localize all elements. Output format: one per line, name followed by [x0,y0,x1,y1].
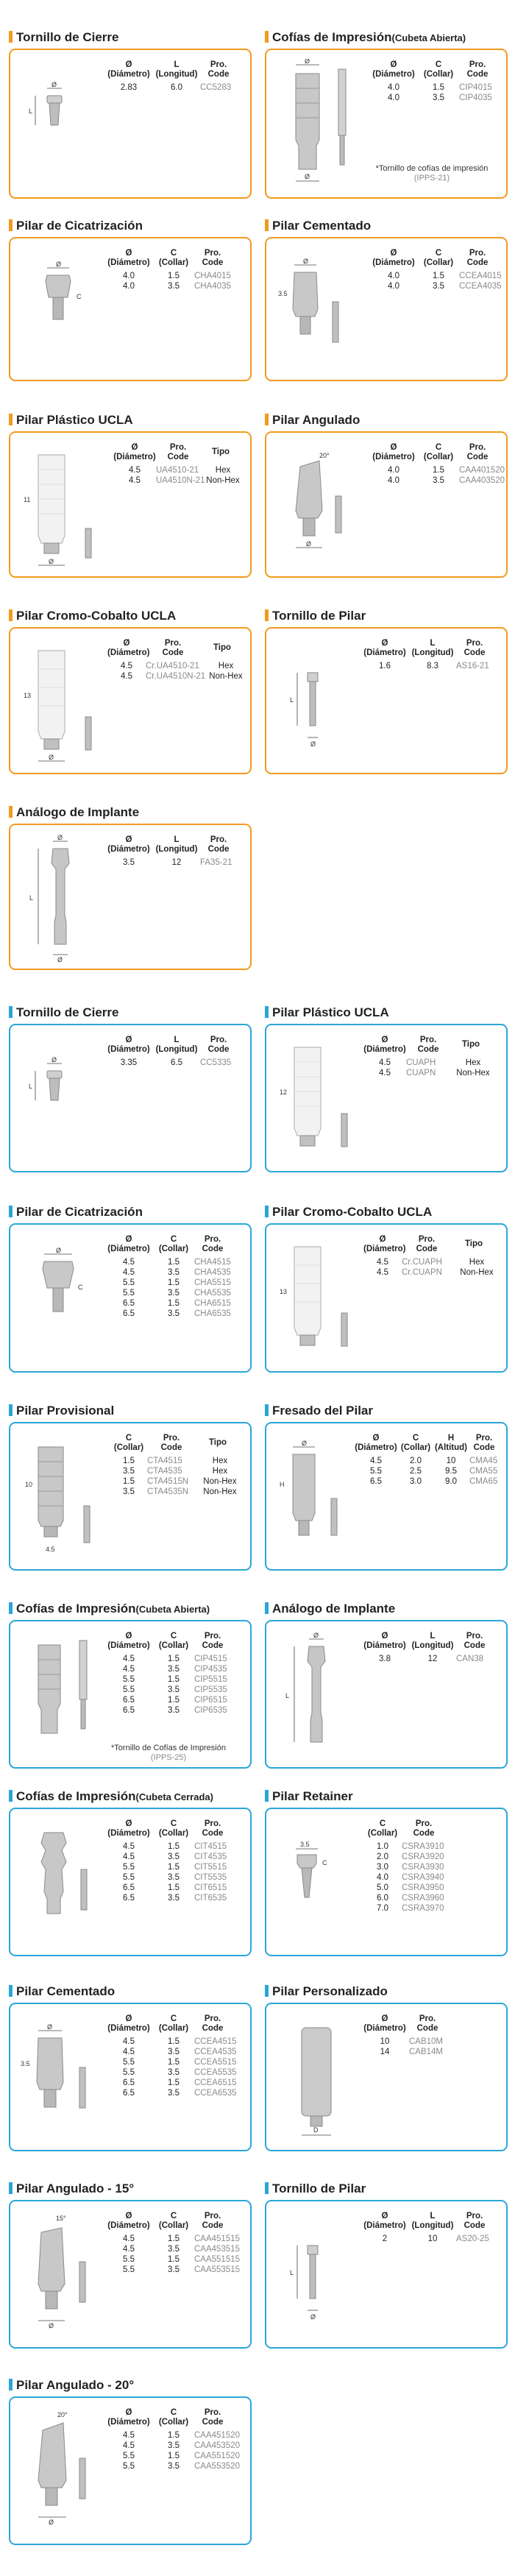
table-row: 4.5 3.5 CCEA4535 [123,2048,237,2056]
table-header: C (Collar) Pro. Code [367,1819,435,1838]
table-row: 4.5 1.5 CIT4515 [123,1842,227,1851]
provisional-abutment-illustration [16,1432,104,1561]
table-header: Ø (Diámetro) L (Longitud) Pro. Code [363,639,486,657]
section-title: Pilar Angulado - 20° [9,2377,134,2393]
section-o-cicatrizacion [9,218,252,381]
section-box [9,2003,252,2151]
table-row: 4.0 3.5 CIP4035 [388,93,492,102]
svg-text:C: C [77,293,82,300]
svg-text:Ø: Ø [49,2322,54,2329]
table-row: 1.5 CTA4515N Non-Hex [123,1477,237,1486]
table-row: 4.0 3.5 CCEA4035 [388,282,502,291]
plastic-ucla-abutment-illustration [16,440,104,573]
table-body [104,2037,249,2098]
table-row: 5.5 2.5 9.5 CMA55 [370,1467,498,1476]
table-row: 4.5 1.5 CCEA4515 [123,2037,237,2046]
table-row: 4.5 3.5 CHA4535 [123,1268,231,1277]
svg-text:L: L [290,696,294,704]
table-row: 4.5 UA4510N-21 Non-Hex [129,476,240,485]
section-title: Pilar de Cicatrización [9,1204,143,1220]
table-row: 1.6 8.3 AS16-21 [379,662,489,670]
abutment-screw-illustration [281,658,340,754]
svg-text:Ø: Ø [303,258,309,265]
table-row: 4.0 1.5 CAA401520 [388,466,505,475]
section-box [9,824,252,970]
table-row: 6.5 3.0 9.0 CMA65 [370,1477,498,1486]
table-row: 1.0 CSRA3910 [377,1842,444,1851]
table-header: Ø (Diámetro) C (Collar) H (Altitud) Pro. Code [355,1434,495,1452]
svg-text:3.5: 3.5 [278,290,288,297]
svg-text:15°: 15° [56,2215,66,2222]
svg-text:20°: 20° [57,2411,68,2418]
table-body [363,1841,461,1914]
retainer-abutment-illustration [277,1839,350,1927]
implant-analog-illustration [21,834,94,963]
section-box [265,1620,508,1769]
svg-text:12: 12 [280,1089,288,1096]
plastic-ucla-abutment-illustration [272,1033,360,1165]
table-header: Ø (Diámetro) L (Longitud) Pro. Code [363,2212,486,2230]
screw-note: *Tornillo de Cofías de Impresión (IPPS-25) [111,1744,226,1762]
table-row: 6.5 1.5 CCEA6515 [123,2078,237,2087]
table-row: 4.5 1.5 CAA451515 [123,2234,241,2243]
svg-text:20°: 20° [319,452,330,459]
section-o-cementado [265,218,508,381]
implant-analog-illustration [277,1632,350,1761]
table-row: 14 CAB14M [380,2048,444,2056]
table-header: Ø (Diámetro) C (Collar) Pro. Code [107,1235,224,1253]
table-row: 5.5 1.5 CIT5515 [123,1863,227,1872]
svg-text:L: L [29,107,33,115]
section-b-personalizado [265,1984,508,2151]
section-title: Fresado del Pilar [265,1403,373,1419]
svg-text:Ø: Ø [49,754,54,761]
table-row: 2 10 AS20-25 [382,2234,489,2243]
section-o-angulado [265,412,508,578]
svg-text:Ø: Ø [305,59,310,65]
table-row: 4.5 1.5 CHA4515 [123,1258,231,1267]
cemented-abutment-illustration [274,250,355,361]
table-header: Ø (Diámetro) C (Collar) Pro. Code [107,2014,224,2033]
table-row: 1.5 CTA4515 Hex [123,1457,228,1465]
svg-text:Ø: Ø [47,2023,53,2031]
section-box [265,627,508,774]
section-title: Pilar Cromo-Cobalto UCLA [265,1204,432,1220]
table-row: 4.5 Cr.CUAPN Non-Hex [377,1268,494,1277]
table-row: 5.5 3.5 CAA553520 [123,2462,241,2471]
svg-text:L: L [290,2269,294,2276]
table-row: 4.5 1.5 CAA451520 [123,2431,241,2440]
svg-text:L: L [285,1692,290,1699]
closed-tray-coping-illustration [21,1818,102,1936]
section-box [265,1808,508,1956]
table-row: 10 CAB10M [380,2037,444,2046]
section-title: Pilar Plástico UCLA [265,1005,389,1021]
section-title: Análogo de Implante [265,1601,395,1617]
svg-text:C: C [322,1859,327,1866]
section-box [9,237,252,381]
svg-text:4.5: 4.5 [46,1546,55,1553]
section-title: Pilar Retainer [265,1788,353,1805]
table-row: 2.0 CSRA3920 [377,1853,444,1861]
svg-text:Ø: Ø [56,1247,62,1254]
section-title: Tornillo de Cierre [9,1005,119,1021]
table-body [369,271,511,291]
table-row: 7.0 CSRA3970 [377,1904,444,1913]
section-box [265,1422,508,1571]
section-title: Cofías de Impresión(Cubeta Abierta) [265,29,466,46]
section-b-analogo [265,1601,508,1769]
table-row: 3.35 6.5 CC5335 [120,1058,232,1067]
table-header: Ø (Diámetro) L (Longitud) Pro. Code [363,1632,486,1650]
section-box [265,2200,508,2349]
section-box [9,627,252,774]
section-o-cofias [265,29,508,199]
table-body [353,1456,505,1487]
table-header: Ø (Diámetro) Pro. Code Tipo [363,1036,480,1054]
table-body [104,2234,250,2275]
table-body [104,2430,250,2471]
table-row: 3.5 12 FA35-21 [123,858,232,867]
table-body [360,1654,500,1664]
table-header: Ø (Diámetro) C (Collar) Pro. Code [107,1819,224,1838]
section-title: Tornillo de Pilar [265,608,366,624]
svg-text:Ø: Ø [49,2519,54,2526]
svg-text:Ø: Ø [302,1440,308,1447]
table-body [113,465,241,486]
table-row: 6.5 3.5 CHA6535 [123,1309,231,1318]
table-body [104,82,244,93]
section-box [9,1024,252,1172]
table-row: 4.5 UA4510-21 Hex [129,466,231,475]
table-body [110,1456,240,1497]
svg-text:Ø: Ø [310,740,316,748]
section-box [265,1223,508,1373]
angled-abutment-illustration [274,445,355,562]
table-row: 3.8 12 CAN38 [379,1655,484,1663]
section-b-fresado [265,1403,508,1571]
section-box [9,2200,252,2349]
table-row: 2.83 6.0 CC5283 [120,83,232,92]
table-body [360,661,500,671]
section-title: Pilar Provisional [9,1403,114,1419]
section-b-cicatrizacion [9,1204,252,1373]
svg-text:Ø: Ø [305,173,310,180]
table-row: 4.0 3.5 CHA4035 [123,282,231,291]
section-box [9,2396,252,2545]
svg-text:Ø: Ø [310,2313,316,2321]
table-row: 4.0 1.5 CHA4015 [123,272,231,280]
section-b-provisional [9,1403,252,1571]
svg-text:C: C [78,1284,83,1291]
table-row: 6.5 3.5 CCEA6535 [123,2089,237,2098]
angled-15-abutment-illustration [18,2210,99,2332]
table-row: 4.5 CUAPH Hex [379,1058,481,1067]
svg-text:L: L [29,894,34,902]
svg-text:Ø: Ø [57,834,63,841]
table-header: Ø (Diámetro) Pro. Code [363,2014,438,2033]
table-header: Ø (Diámetro) Pro. Code Tipo [107,639,232,657]
section-box [9,1620,252,1769]
section-box [265,49,508,199]
section-title: Cofías de Impresión(Cubeta Abierta) [9,1601,210,1617]
closure-screw-illustration [25,79,84,146]
healing-abutment-illustration [25,261,99,334]
table-row: 4.5 Cr.UA4510-21 Hex [121,662,234,670]
section-box [9,49,252,199]
custom-abutment-illustration [281,2013,362,2142]
cemented-abutment-illustration [18,2016,99,2134]
svg-text:13: 13 [280,1288,288,1295]
section-o-tornillo-cierre [9,29,252,199]
section-b-tornillo-cierre [9,1005,252,1172]
section-title: Análogo de Implante [9,804,139,821]
table-header: Ø (Diámetro) L (Longitud) Pro. Code [107,60,230,79]
abutment-screw-illustration [281,2231,340,2326]
section-title: Pilar Angulado [265,412,360,428]
section-title: Pilar Cementado [265,218,371,234]
table-row: 5.5 3.5 CCEA5535 [123,2068,237,2077]
table-row: 6.5 1.5 CIP6515 [123,1696,227,1705]
section-b-tornillo-pilar [265,2181,508,2349]
table-row: 4.5 3.5 CAA453515 [123,2245,241,2254]
svg-text:Ø: Ø [56,261,62,268]
table-row: 4.5 2.0 10 CMA45 [370,1457,498,1465]
section-title: Tornillo de Cierre [9,29,119,46]
table-body [104,857,244,868]
svg-text:Ø: Ø [306,540,312,548]
table-header: Ø (Diámetro) C (Collar) Pro. Code [107,2408,224,2427]
section-title: Pilar Personalizado [265,1984,388,2000]
table-row: 5.5 3.5 CHA5535 [123,1289,231,1298]
table-body [107,661,244,682]
table-row: 4.0 3.5 CAA403520 [388,476,505,485]
table-row: 4.5 3.5 CIT4535 [123,1853,227,1861]
section-title: Tornillo de Pilar [265,2181,366,2197]
svg-text:3.5: 3.5 [21,2060,30,2067]
table-body [104,271,246,291]
impression-coping-illustration [274,59,362,188]
healing-abutment-illustration [25,1247,99,1328]
table-header: Ø (Diámetro) C (Collar) Pro. Code [107,249,224,267]
section-b-cromo [265,1204,508,1373]
section-b-cofias-abierta [9,1601,252,1769]
table-row: 5.5 1.5 CIP5515 [123,1675,227,1684]
table-row: 4.5 CUAPN Non-Hex [379,1069,490,1078]
table-header: Ø (Diámetro) C (Collar) Pro. Code [372,60,489,79]
section-box [9,1223,252,1373]
table-row: 4.0 1.5 CCEA4015 [388,272,502,280]
table-row: 5.5 1.5 CAA551520 [123,2452,241,2460]
table-header: Ø (Diámetro) C (Collar) Pro. Code [107,2212,224,2230]
table-row: 5.5 3.5 CIT5535 [123,1873,227,1882]
section-box [265,1024,508,1172]
section-b-cofias-cerrada [9,1788,252,1956]
table-header: Ø (Diámetro) Pro. Code Tipo [113,443,230,461]
table-row: 3.0 CSRA3930 [377,1863,444,1872]
section-box [265,237,508,381]
svg-text:3.5: 3.5 [300,1841,310,1848]
table-row: 6.5 1.5 CIT6515 [123,1883,227,1892]
section-b-cementado [9,1984,252,2151]
table-header: Ø (Diámetro) C (Collar) Pro. Code [372,443,489,461]
table-header: Ø (Diámetro) L (Longitud) Pro. Code [107,1036,230,1054]
section-box [9,1422,252,1571]
angled-20-abutment-illustration [18,2407,99,2528]
section-b-plastico [265,1005,508,1172]
table-row: 5.5 1.5 CHA5515 [123,1278,231,1287]
svg-text:L: L [29,1083,33,1090]
svg-text:H: H [280,1481,285,1488]
table-row: 4.5 Cr.CUAPH Hex [377,1258,485,1267]
svg-text:Ø: Ø [52,81,57,88]
table-row: 5.5 3.5 CAA553515 [123,2265,241,2274]
section-title: Pilar Cementado [9,1984,115,2000]
cobalt-chrome-ucla-illustration [272,1232,360,1365]
table-row: 5.5 3.5 CIP5535 [123,1685,227,1694]
section-o-cromo [9,608,252,774]
table-row: 6.5 3.5 CIP6535 [123,1706,227,1715]
table-row: 6.5 1.5 CHA6515 [123,1299,231,1308]
table-body [363,1257,496,1278]
table-row: 3.5 CTA4535 Hex [123,1467,228,1476]
screw-note: *Tornillo de cofías de impresión (IPPS-21) [375,164,489,183]
table-header: C (Collar) Pro. Code Tipo [113,1434,227,1452]
section-o-tornillo-pilar [265,608,508,774]
svg-text:11: 11 [24,496,31,503]
section-b-angulado20 [9,2377,252,2545]
svg-text:10: 10 [25,1481,33,1488]
table-row: 6.0 CSRA3960 [377,1894,444,1903]
table-body [104,1841,246,1903]
section-title: Pilar de Cicatrización [9,218,143,234]
section-title: Pilar Plástico UCLA [9,412,133,428]
closure-screw-illustration [25,1055,84,1121]
table-row: 5.5 1.5 CAA551515 [123,2255,241,2264]
section-box [265,431,508,578]
cobalt-chrome-ucla-illustration [16,636,104,768]
section-box [9,431,252,578]
svg-text:D: D [313,2126,319,2134]
table-body [104,1654,246,1716]
svg-text:13: 13 [24,692,32,699]
svg-text:Ø: Ø [49,558,54,565]
table-row: 5.5 1.5 CCEA5515 [123,2058,237,2067]
section-o-analogo [9,804,252,970]
table-header: Ø (Diámetro) Pro. Code Tipo [363,1235,483,1253]
table-body [369,465,511,486]
table-body [104,1257,246,1319]
table-row: 5.0 CSRA3950 [377,1883,444,1892]
table-row: 4.5 Cr.UA4510N-21 Non-Hex [121,672,243,681]
impression-coping-illustration [16,1630,104,1748]
svg-text:Ø: Ø [313,1632,319,1639]
section-box [9,1808,252,1956]
table-header: Ø (Diámetro) C (Collar) Pro. Code [107,1632,224,1650]
milling-abutment-illustration [272,1432,353,1557]
section-title: Pilar Angulado - 15° [9,2181,134,2197]
svg-text:Ø: Ø [52,1056,57,1064]
section-box [265,2003,508,2151]
table-row: 4.5 3.5 CAA453520 [123,2441,241,2450]
table-body [363,1058,491,1078]
table-body [104,1058,244,1068]
table-header: Ø (Diámetro) L (Longitud) Pro. Code [107,835,230,854]
table-row: 4.5 1.5 CIP4515 [123,1655,227,1663]
table-body [360,2037,461,2057]
accent-bar [9,31,13,43]
section-o-plastico [9,412,252,578]
table-row: 4.0 1.5 CIP4015 [388,83,492,92]
section-b-angulado15 [9,2181,252,2349]
section-b-retainer [265,1788,508,1956]
table-row: 4.5 3.5 CIP4535 [123,1665,227,1674]
section-title: Pilar Cromo-Cobalto UCLA [9,608,176,624]
table-body [360,2234,500,2244]
table-row: 6.5 3.5 CIT6535 [123,1894,227,1903]
section-title: Cofías de Impresión(Cubeta Cerrada) [9,1788,213,1805]
table-row: 4.0 CSRA3940 [377,1873,444,1882]
table-body [369,82,511,103]
svg-text:Ø: Ø [57,956,63,963]
table-row: 3.5 CTA4535N Non-Hex [123,1487,237,1496]
table-header: Ø (Diámetro) C (Collar) Pro. Code [372,249,489,267]
